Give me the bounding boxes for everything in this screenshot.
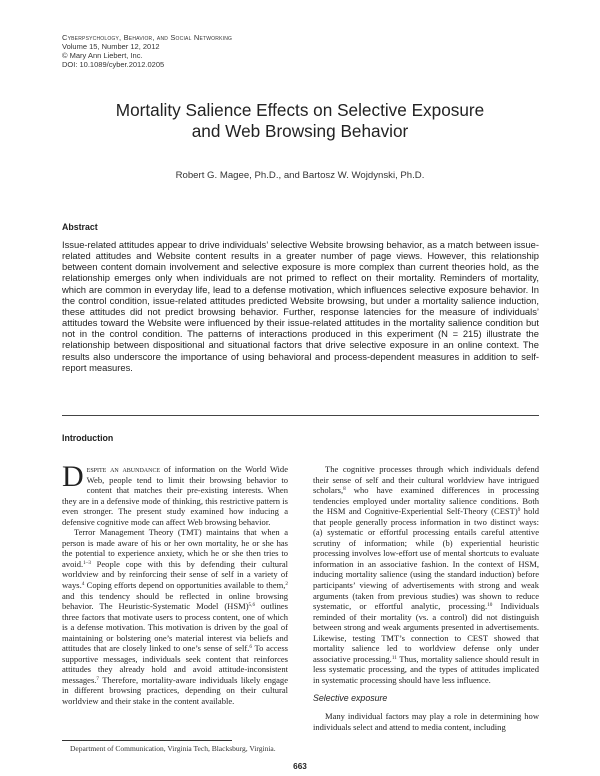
intro-lead: espite an abundance [86,464,161,474]
journal-name: Cyberpsychology, Behavior, and Social Networking [62,33,233,42]
paper-title [0,100,600,142]
text-run: hold that people generally process information in two distinct ways: (a) systematic or effortful processing entails careful attentive scrutiny of information; while (b) experiential heuristic processing involves low-effort use of mental shortcuts to evaluate information in an associative fashion. In the context of HSM, inducing mortality salience (using the standard induction) before participants’ viewing of advertisements with strong and weak arguments (taken from previous studies) was shown to reduce systematic, or effortful analytic, processing. [313,506,539,612]
right-paragraph-1 [313,464,539,685]
title-line-2: and Web Browsing Behavior [191,121,409,141]
right-paragraph-2: Many individual factors may play a role in determining how individuals select and attend to media content, including [313,711,539,732]
journal-header [62,33,232,69]
citation: 10 [487,602,493,609]
citation: 6 [249,644,252,651]
citation: 2 [285,581,288,588]
footnote-rule [62,740,232,741]
citation: 7 [96,675,100,682]
left-column [62,460,289,707]
text-run: who have examined differences in processing tendencies employed under mortality salience conditions. Both the HSM and Cognitive-Experiential Self-Theory (CEST) [313,485,539,517]
intro-paragraph-1 [62,460,288,527]
introduction-heading: Introduction [62,433,114,443]
right-column [313,464,539,732]
text-run: Coping efforts depend on opportunities available to them, [84,580,286,591]
citation: 9 [517,507,521,514]
text-run: Therefore, mortality-aware individuals likely engage in different browsing practices, depending on their cultural worldview and their stake in the content available. [62,674,288,707]
text-run: outlines three factors that motivate users to process content, one of which is a defense motivation. This motivation is driven by the goal of maintaining or bolstering one’s material interest via beliefs and attitudes that are closely linked to one’s sense of self. [62,601,289,654]
text-run: People cope with this by defending their cultural worldview and by reinforcing their sense of self in a variety of ways. [62,558,288,591]
text-run: To access supportive messages, individuals seek content that reinforces attitudes they already hold and avoid attitude-inconsistent messages. [62,643,289,685]
citation: 1–3 [83,559,91,566]
text-run: Terror Management Theory (TMT) maintains that when a person is made aware of his or her own mortality, he or she has the potential to experience anxiety, which he or she then tries to avoid. [62,527,288,569]
journal-copyright: © Mary Ann Liebert, Inc. [62,51,143,60]
citation: 5,6 [248,602,256,609]
citation: 8 [343,486,346,493]
citation: 11 [391,654,397,661]
selective-exposure-heading: Selective exposure [313,693,388,704]
abstract-text: Issue-related attitudes appear to drive individuals’ selective Website browsing behavior, as a match between issue-related attitudes and Website content results in a greater number of page views. However, this relationship between content domain involvement and selective exposure is more complex than current theories hold, as the relationship emerges only when individuals are not primed to reflect on their mortality. Reminders of mortality, which are common in everyday life, lead to a defense motivation, which influences selective exposure behavior. In the control condition, issue-related attitudes predicted Website browsing, but under a mortality salience induction, these attitudes did not predict browsing behavior. Further, response latencies for the measure of individuals’ attitudes toward the Website were influenced by their issue-related attitudes in the mortality salience condition but not in the control condition. The patterns of interactions produced in this experiment (N = 215) illustrate the relationship between dispositional and situational factors that drive selective exposure in an online context. The results also underscore the importance of using behavioral and process-dependent measures in addition to self-report measures. [62,239,539,373]
authors: Robert G. Magee, Ph.D., and Bartosz W. Wojdynski, Ph.D. [175,170,425,181]
intro-paragraph-2 [62,527,288,706]
text-run: and this tendency should be reflected in online browsing behavior. The Heuristic-Systematic Model (HSM) [62,590,288,612]
drop-cap: D [62,460,84,493]
abstract-heading: Abstract [62,222,98,232]
title-line-1: Mortality Salience Effects on Selective Exposure [115,100,485,120]
text-run: The cognitive processes through which individuals defend their sense of self and their cultural worldview have intrigued scholars, [313,464,539,496]
section-divider [62,415,539,416]
journal-doi: DOI: 10.1089/cyber.2012.0205 [62,60,165,69]
intro-p1-text: of information on the World Wide Web, people tend to limit their browsing behavior to content that matches their pre-existing interests. When they are in a defensive mode of thinking, this restrictive pattern is even stronger. The present study examined how inducing a defensive cognitive mode can affect Web browsing behavior. [62,464,288,527]
text-run: Thus, mortality salience should result in less systematic processing, and the types of attitudes implicated in systematic processing should have less influence. [313,653,539,685]
citation: 4 [81,581,85,588]
journal-volume: Volume 15, Number 12, 2012 [62,42,160,51]
page-number: 663 [293,762,307,771]
affiliation-footnote: Department of Communication, Virginia Tech, Blacksburg, Virginia. [70,744,276,753]
text-run: Individuals reminded of their mortality (vs. a control) did not distinguish between strong and weak arguments presented in advertisements. Likewise, testing TMT’s connection to CEST showed that mortality salience led to worldview defense only under associative processing. [313,601,539,664]
